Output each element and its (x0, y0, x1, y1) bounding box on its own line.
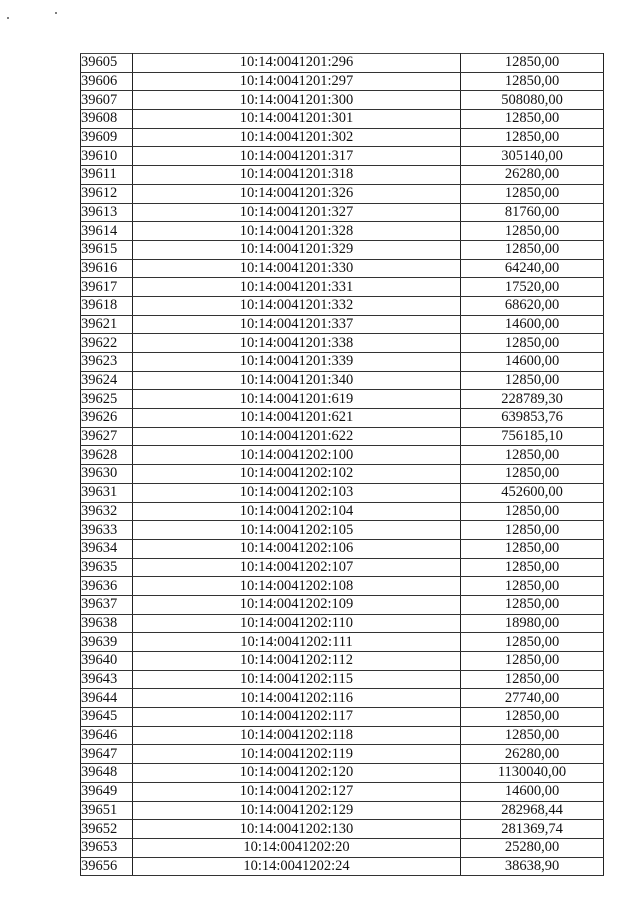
value-cell: 12850,00 (461, 670, 604, 689)
row-number-cell: 39618 (81, 296, 133, 315)
cadastral-number-cell: 10:14:0041202:130 (133, 820, 461, 839)
table-row (81, 203, 604, 222)
value-cell: 12850,00 (461, 558, 604, 577)
table-row (81, 726, 604, 745)
row-number-cell: 39646 (81, 726, 133, 745)
row-number-cell: 39623 (81, 353, 133, 372)
value-cell: 639853,76 (461, 409, 604, 428)
table-row (81, 54, 604, 73)
table-row (81, 240, 604, 259)
cadastral-number-cell: 10:14:0041201:329 (133, 240, 461, 259)
cadastral-number-cell: 10:14:0041201:619 (133, 390, 461, 409)
cadastral-number-cell: 10:14:0041202:105 (133, 521, 461, 540)
value-cell: 12850,00 (461, 54, 604, 73)
value-cell: 12850,00 (461, 72, 604, 91)
cadastral-number-cell: 10:14:0041201:338 (133, 334, 461, 353)
table-row (81, 502, 604, 521)
cadastral-number-cell: 10:14:0041201:300 (133, 91, 461, 110)
value-cell: 38638,90 (461, 857, 604, 876)
table-row (81, 708, 604, 727)
value-cell: 12850,00 (461, 184, 604, 203)
table-row (81, 427, 604, 446)
row-number-cell: 39615 (81, 240, 133, 259)
row-number-cell: 39624 (81, 371, 133, 390)
value-cell: 12850,00 (461, 652, 604, 671)
cadastral-number-cell: 10:14:0041202:129 (133, 801, 461, 820)
table-row (81, 184, 604, 203)
cadastral-number-cell: 10:14:0041202:20 (133, 838, 461, 857)
cadastral-number-cell: 10:14:0041201:317 (133, 147, 461, 166)
value-cell: 452600,00 (461, 483, 604, 502)
row-number-cell: 39611 (81, 166, 133, 185)
value-cell: 12850,00 (461, 240, 604, 259)
table-row (81, 296, 604, 315)
row-number-cell: 39622 (81, 334, 133, 353)
table-row (81, 764, 604, 783)
cadastral-number-cell: 10:14:0041202:24 (133, 857, 461, 876)
cadastral-number-cell: 10:14:0041202:111 (133, 633, 461, 652)
value-cell: 756185,10 (461, 427, 604, 446)
row-number-cell: 39607 (81, 91, 133, 110)
cadastral-number-cell: 10:14:0041202:119 (133, 745, 461, 764)
row-number-cell: 39613 (81, 203, 133, 222)
value-cell: 12850,00 (461, 502, 604, 521)
row-number-cell: 39652 (81, 820, 133, 839)
table-row (81, 166, 604, 185)
row-number-cell: 39617 (81, 278, 133, 297)
table-row (81, 614, 604, 633)
cadastral-number-cell: 10:14:0041202:116 (133, 689, 461, 708)
cadastral-number-cell: 10:14:0041202:103 (133, 483, 461, 502)
cadastral-number-cell: 10:14:0041201:318 (133, 166, 461, 185)
value-cell: 281369,74 (461, 820, 604, 839)
row-number-cell: 39635 (81, 558, 133, 577)
table-row (81, 409, 604, 428)
table-row (81, 390, 604, 409)
value-cell: 508080,00 (461, 91, 604, 110)
table-row (81, 558, 604, 577)
cadastral-number-cell: 10:14:0041202:102 (133, 465, 461, 484)
cadastral-number-cell: 10:14:0041201:328 (133, 222, 461, 241)
cadastral-number-cell: 10:14:0041202:115 (133, 670, 461, 689)
row-number-cell: 39631 (81, 483, 133, 502)
value-cell: 17520,00 (461, 278, 604, 297)
value-cell: 14600,00 (461, 782, 604, 801)
cadastral-number-cell: 10:14:0041202:120 (133, 764, 461, 783)
cadastral-number-cell: 10:14:0041202:107 (133, 558, 461, 577)
table-row (81, 577, 604, 596)
table-row (81, 652, 604, 671)
row-number-cell: 39612 (81, 184, 133, 203)
row-number-cell: 39637 (81, 595, 133, 614)
table-row (81, 689, 604, 708)
value-cell: 12850,00 (461, 577, 604, 596)
cadastral-number-cell: 10:14:0041201:339 (133, 353, 461, 372)
value-cell: 1130040,00 (461, 764, 604, 783)
row-number-cell: 39630 (81, 465, 133, 484)
row-number-cell: 39643 (81, 670, 133, 689)
table-row (81, 745, 604, 764)
cadastral-number-cell: 10:14:0041201:297 (133, 72, 461, 91)
value-cell: 12850,00 (461, 726, 604, 745)
value-cell: 64240,00 (461, 259, 604, 278)
table-row (81, 371, 604, 390)
cadastral-number-cell: 10:14:0041201:330 (133, 259, 461, 278)
row-number-cell: 39626 (81, 409, 133, 428)
scan-speck (55, 12, 57, 14)
table-row (81, 838, 604, 857)
value-cell: 26280,00 (461, 745, 604, 764)
row-number-cell: 39632 (81, 502, 133, 521)
value-cell: 12850,00 (461, 521, 604, 540)
row-number-cell: 39649 (81, 782, 133, 801)
cadastral-number-cell: 10:14:0041202:106 (133, 539, 461, 558)
value-cell: 305140,00 (461, 147, 604, 166)
row-number-cell: 39638 (81, 614, 133, 633)
table-row (81, 278, 604, 297)
cadastral-number-cell: 10:14:0041202:109 (133, 595, 461, 614)
value-cell: 12850,00 (461, 708, 604, 727)
cadastral-number-cell: 10:14:0041201:622 (133, 427, 461, 446)
table-row (81, 633, 604, 652)
row-number-cell: 39645 (81, 708, 133, 727)
value-cell: 14600,00 (461, 353, 604, 372)
table-row (81, 801, 604, 820)
table-row (81, 334, 604, 353)
value-cell: 25280,00 (461, 838, 604, 857)
table-row (81, 72, 604, 91)
cadastral-number-cell: 10:14:0041202:100 (133, 446, 461, 465)
table-row (81, 782, 604, 801)
table-row (81, 670, 604, 689)
table-row (81, 110, 604, 129)
value-cell: 68620,00 (461, 296, 604, 315)
row-number-cell: 39647 (81, 745, 133, 764)
cadastral-number-cell: 10:14:0041201:340 (133, 371, 461, 390)
cadastral-number-cell: 10:14:0041202:110 (133, 614, 461, 633)
row-number-cell: 39636 (81, 577, 133, 596)
value-cell: 26280,00 (461, 166, 604, 185)
row-number-cell: 39648 (81, 764, 133, 783)
cadastral-number-cell: 10:14:0041202:108 (133, 577, 461, 596)
cadastral-number-cell: 10:14:0041202:104 (133, 502, 461, 521)
row-number-cell: 39608 (81, 110, 133, 129)
cadastral-number-cell: 10:14:0041202:117 (133, 708, 461, 727)
row-number-cell: 39644 (81, 689, 133, 708)
value-cell: 81760,00 (461, 203, 604, 222)
cadastral-number-cell: 10:14:0041201:621 (133, 409, 461, 428)
row-number-cell: 39627 (81, 427, 133, 446)
value-cell: 228789,30 (461, 390, 604, 409)
cadastral-number-cell: 10:14:0041202:127 (133, 782, 461, 801)
table-row (81, 483, 604, 502)
cadastral-number-cell: 10:14:0041201:337 (133, 315, 461, 334)
row-number-cell: 39639 (81, 633, 133, 652)
cadastral-number-cell: 10:14:0041201:326 (133, 184, 461, 203)
value-cell: 12850,00 (461, 371, 604, 390)
row-number-cell: 39606 (81, 72, 133, 91)
row-number-cell: 39610 (81, 147, 133, 166)
table-row (81, 353, 604, 372)
table-row (81, 147, 604, 166)
row-number-cell: 39621 (81, 315, 133, 334)
table-row (81, 595, 604, 614)
table-row (81, 315, 604, 334)
row-number-cell: 39651 (81, 801, 133, 820)
table-row (81, 820, 604, 839)
table-row (81, 521, 604, 540)
value-cell: 12850,00 (461, 595, 604, 614)
cadastral-number-cell: 10:14:0041201:327 (133, 203, 461, 222)
value-cell: 27740,00 (461, 689, 604, 708)
row-number-cell: 39609 (81, 128, 133, 147)
row-number-cell: 39616 (81, 259, 133, 278)
cadastral-number-cell: 10:14:0041201:331 (133, 278, 461, 297)
value-cell: 14600,00 (461, 315, 604, 334)
table-row (81, 446, 604, 465)
value-cell: 282968,44 (461, 801, 604, 820)
value-cell: 12850,00 (461, 334, 604, 353)
table-row (81, 259, 604, 278)
value-cell: 18980,00 (461, 614, 604, 633)
value-cell: 12850,00 (461, 222, 604, 241)
table-row (81, 857, 604, 876)
row-number-cell: 39625 (81, 390, 133, 409)
row-number-cell: 39633 (81, 521, 133, 540)
table-row (81, 465, 604, 484)
row-number-cell: 39605 (81, 54, 133, 73)
table-row (81, 539, 604, 558)
scan-speck (7, 17, 9, 19)
table-row (81, 222, 604, 241)
value-cell: 12850,00 (461, 128, 604, 147)
row-number-cell: 39634 (81, 539, 133, 558)
row-number-cell: 39640 (81, 652, 133, 671)
cadastral-number-cell: 10:14:0041201:296 (133, 54, 461, 73)
value-cell: 12850,00 (461, 465, 604, 484)
cadastral-number-cell: 10:14:0041201:302 (133, 128, 461, 147)
value-cell: 12850,00 (461, 110, 604, 129)
value-cell: 12850,00 (461, 633, 604, 652)
row-number-cell: 39653 (81, 838, 133, 857)
cadastral-number-cell: 10:14:0041201:332 (133, 296, 461, 315)
cadastral-number-cell: 10:14:0041201:301 (133, 110, 461, 129)
value-cell: 12850,00 (461, 539, 604, 558)
row-number-cell: 39628 (81, 446, 133, 465)
cadastral-number-cell: 10:14:0041202:118 (133, 726, 461, 745)
value-cell: 12850,00 (461, 446, 604, 465)
row-number-cell: 39614 (81, 222, 133, 241)
row-number-cell: 39656 (81, 857, 133, 876)
table-body (81, 54, 604, 876)
cadastral-number-cell: 10:14:0041202:112 (133, 652, 461, 671)
table-row (81, 91, 604, 110)
cadastral-value-table (80, 53, 604, 876)
table-row (81, 128, 604, 147)
